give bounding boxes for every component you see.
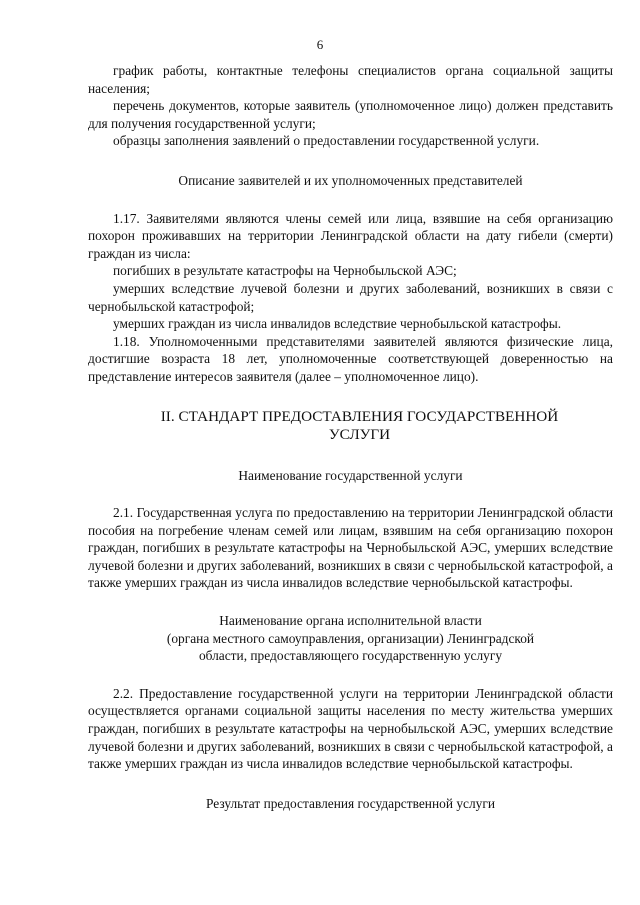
heading-applicants: Описание заявителей и их уполномоченных представителей xyxy=(178,172,523,188)
section-ii-heading xyxy=(88,408,613,445)
list-item-samples: образцы заполнения заявлений о предоставлении государственной услуги. xyxy=(113,133,540,149)
page-number: 6 xyxy=(316,37,324,52)
heading-authority-line3: области, предоставляющего государственную услугу xyxy=(198,648,503,664)
heading-result: Результат предоставления государственной услуги xyxy=(205,795,496,811)
list-item-documents: перечень документов, которые заявитель (уполномоченное лицо) должен представить для получения государственной услуги; xyxy=(88,98,613,131)
heading-authority-line2: (органа местного самоуправления, организации) Ленинградской xyxy=(166,630,535,646)
paragraph-1-18: 1.18. Уполномоченными представителями заявителей являются физические лица, достигшие возраста 18 лет, уполномоченные соответствующей доверенностью на представление интересов заявителя (далее – уполномоченное лицо). xyxy=(88,333,613,384)
section-ii-heading-line1: II. СТАНДАРТ ПРЕДОСТАВЛЕНИЯ ГОСУДАРСТВЕННОЙ xyxy=(160,407,559,425)
document-body xyxy=(88,62,613,832)
paragraph-1-17: 1.17. Заявителями являются члены семей или лица, взявшие на себя организацию похорон проживавших на территории Ленинградской области на дату гибели (смерти) граждан из числа: xyxy=(88,210,613,261)
applicant-list-item: умерших граждан из числа инвалидов вследствие чернобыльской катастрофы. xyxy=(113,316,562,332)
paragraph-2-2: 2.2. Предоставление государственной услуги на территории Ленинградской области осуществляется органами социальной защиты населения по месту жительства умерших граждан, погибших в результате катастрофы на чернобыльской АЭС, умерших вследствие лучевой болезни и других заболеваний, возникших в связи с чернобыльской катастрофой, а также умерших граждан из числа инвалидов вследствие чернобыльской катастрофы. xyxy=(88,685,613,772)
applicant-list-item: погибших в результате катастрофы на Чернобыльской АЭС; xyxy=(113,263,457,279)
heading-authority xyxy=(88,612,613,665)
section-ii-heading-line2: УСЛУГИ xyxy=(328,426,391,443)
heading-authority-line1: Наименование органа исполнительной власти xyxy=(219,613,482,629)
heading-service-name: Наименование государственной услуги xyxy=(238,467,463,483)
applicant-list-item: умерших вследствие лучевой болезни и других заболеваний, возникших в связи с чернобыльской катастрофой; xyxy=(88,280,613,314)
paragraph-2-1: 2.1. Государственная услуга по предоставлению на территории Ленинградской области пособия на погребение членам семей или лицам, взявшим на себя организацию похорон граждан, погибших в результате катастрофы на Чернобыльской АЭС, умерших вследствие лучевой болезни и других заболеваний, возникших в связи с чернобыльской катастрофой, а также умерших граждан из числа инвалидов вследствие чернобыльской катастрофы. xyxy=(88,505,613,591)
list-item-schedule: график работы, контактные телефоны специалистов органа социальной защиты населения; xyxy=(88,63,613,96)
